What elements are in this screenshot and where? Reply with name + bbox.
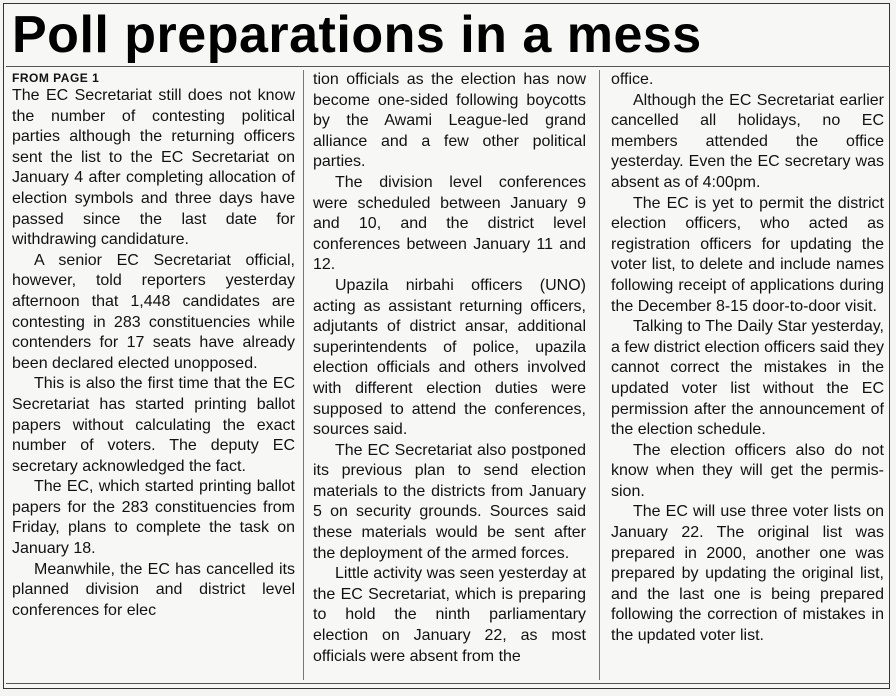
from-page-kicker: FROM PAGE 1 bbox=[12, 71, 100, 85]
paragraph: Little activity was seen yesterday at the EC Secretariat, which is preparing to hold the ninth parliamentary election on January 22, as most officials were absent from the bbox=[313, 565, 586, 665]
paragraph: Meanwhile, the EC has cancelled its planned division and district level conferences for elec bbox=[12, 560, 295, 619]
column-divider bbox=[303, 70, 304, 680]
headline-rule bbox=[6, 66, 890, 67]
paragraph: This is also the first time that the EC Secretariat has started printing ballot papers without calculating the exact number of voters. The deputy EC secretary acknowledged the fact. bbox=[12, 375, 295, 475]
paragraph: The election officers also do not know when they will get the permission. bbox=[611, 441, 884, 500]
paragraph: Upazila nirbahi officers (UNO) acting as assistant returning officers, adjutants of district ansar, additional superintendents of police, upazila election officials and others involved with different election duties were supposed to attend the conferences, sources said. bbox=[313, 276, 586, 439]
paragraph: The EC will use three voter lists on January 22. The original list was prepared in 2000, another one was prepared by updating the original list, and the last one is being prepared following the correction of mistakes in the updated voter list. bbox=[611, 503, 884, 645]
paragraph: The EC is yet to permit the district election officers, who acted as registration officers for updating the voter list, to delete and include names following receipt of applications during the December 8-15 door-to-door visit. bbox=[611, 194, 884, 315]
paragraph: Although the EC Secretariat earlier cancelled all holidays, no EC members attended the office yesterday. Even the EC secretary was absent as of 4:00pm. bbox=[611, 91, 884, 191]
paragraph: Talking to The Daily Star yesterday, a few district election officers said they cannot correct the mistakes in the updated voter list without the EC permission after the announcement of the election schedule. bbox=[611, 318, 884, 439]
headline: Poll preparations in a mess bbox=[12, 6, 702, 64]
column-divider bbox=[599, 70, 600, 680]
article-column-3 bbox=[611, 70, 884, 682]
article-column-2 bbox=[313, 70, 586, 682]
paragraph: tion officials as the election has now become one-sided following boycotts by the Awami League-led grand alliance and a few other political parties. bbox=[313, 71, 586, 171]
paragraph: The EC Secretariat still does not know the number of contesting political parties although the returning officers sent the list to the EC Secretariat on January 4 after completing allocation of election symbols and three days have passed since the last date for withdrawing candidature. bbox=[12, 87, 295, 249]
paragraph: A senior EC Secretariat official, however, told reporters yesterday afternoon that 1,448 candidates are contesting in 283 constituencies while contenders for 17 seats have already been declared elected unopposed. bbox=[12, 251, 295, 372]
paragraph: The division level conferences were scheduled between January 9 and 10, and the district level conferences between January 11 and 12. bbox=[313, 173, 586, 274]
bottom-rule bbox=[6, 683, 890, 684]
article-column-1 bbox=[12, 70, 295, 682]
paragraph: The EC Secretariat also postponed its previous plan to send election materials to the districts from January 5 on security grounds. Sources said these materials would be sent after the deployment of the armed forces. bbox=[313, 441, 586, 562]
paragraph: office. bbox=[611, 71, 654, 88]
paragraph: The EC, which started printing ballot papers for the 283 constituencies from Friday, plans to complete the task on January 18. bbox=[12, 478, 295, 558]
